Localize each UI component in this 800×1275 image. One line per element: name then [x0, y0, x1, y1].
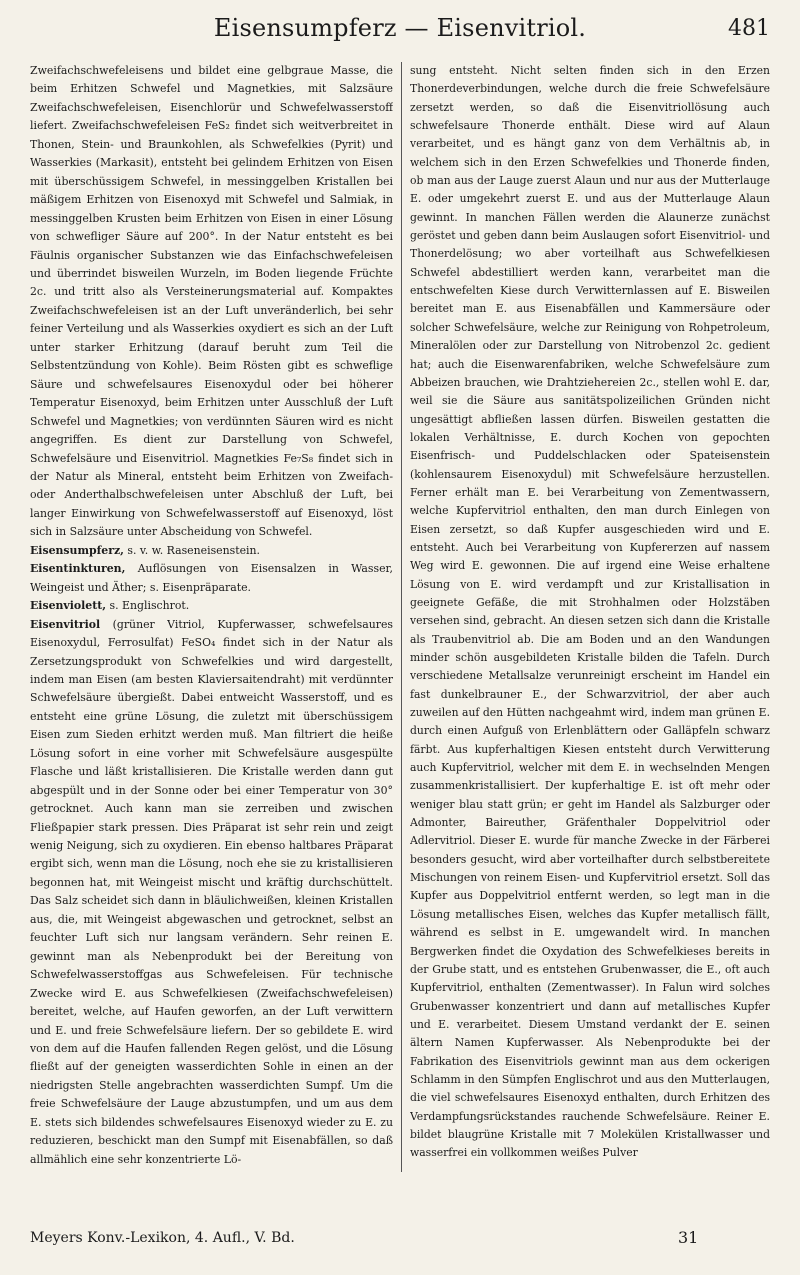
- right-column: [410, 62, 770, 1172]
- running-title: Eisensumpferz — Eisenvitriol.: [213, 14, 587, 42]
- entry-text: s. v. w. Raseneisenstein.: [123, 543, 260, 557]
- entry-paragraph: [30, 62, 393, 542]
- entry-text: (grüner Vitriol, Kupferwasser, schwefelsaures Eisenoxydul, Ferrosulfat) FeSO₄ findet sich in der Natur als Zersetzungsprodukt von Schwefelkies und wird dargestellt, indem man Eisen (am besten Klaviersaitendraht) mit verdünnter Schwefelsäure übergießt. Dabei entweicht Wasserstoff, und es entsteht eine grüne Lösung, die zuletzt mit überschüssigem Eisen zum Sieden erhitzt werden muß. Man filtriert die heiße Lösung sofort in eine vorher mit Schwefelsäure ausgespülte Flasche und läßt kristallisieren. Die Kristalle werden dann gut abgespült und in der Sonne oder bei einer Temperatur von 30° getrocknet. Auch kann man sie zerreiben und zwischen Fließpapier stark pressen. Dies Präparat ist sehr rein und zeigt wenig Neigung, sich zu oxydieren. Ein ebenso haltbares Präparat ergibt sich, wenn man die Lösung, noch ehe sie zu kristallisieren begonnen hat, mit Weingeist mischt und kräftig durchschüttelt. Das Salz scheidet sich dann in bläulichweißen, kleinen Kristallen aus, die, mit Weingeist abgewaschen und getrocknet, selbst an feuchter Luft sich nur langsam verändern. Sehr reinen E. gewinnt man als Nebenprodukt bei der Bereitung von Schwefelwasserstoffgas aus Schwefeleisen. Für technische Zwecke wird E. aus Schwefelkiesen (Zweifachschwefeleisen) bereitet, welche, auf Haufen geworfen, an der Luft verwittern und E. und freie Schwefelsäure liefern. Der so gebildete E. wird von dem auf die Haufen fallenden Regen gelöst, und die Lösung fließt auf der geneigten wasserdichten Sohle in einen an der niedrigsten Stelle angebrachten wasserdichten Sumpf. Um die freie Schwefelsäure der Lauge abzustumpfen, und um aus dem E. stets sich bildendes schwefelsaures Eisenoxyd wieder zu E. zu reduzieren, beschickt man den Sumpf mit Eisenabfällen, so daß allmählich eine sehr konzentrierte Lö-: [30, 617, 393, 1166]
- signature-mark: 31: [678, 1228, 699, 1247]
- left-column: [30, 62, 393, 1172]
- entry-paragraph: [30, 560, 393, 597]
- entry-text: s. Englischrot.: [106, 599, 190, 613]
- page-header: [30, 14, 770, 54]
- column-divider: [401, 62, 402, 1172]
- entry-text: sung entsteht. Nicht selten finden sich in den Erzen Thonerdeverbindungen, welche durch die freie Schwefelsäure zersetzt werden, so daß die Eisenvitriollösung auch schwefelsaure Thonerde enthält. Diese wird auf Alaun verarbeitet, und es hängt ganz von dem Verhältnis ab, in welchem sich in den Erzen Schwefelkies und Thonerde finden, ob man aus der Lauge zuerst Alaun und nur aus der Mutterlauge E. oder umgekehrt zuerst E. und aus der Mutterlauge Alaun gewinnt. In manchen Fällen werden die Alaunerze zunächst geröstet und geben dann beim Auslaugen sofort Eisenvitriol- und Thonerdelösung; wo aber vorteilhaft aus Schwefelkiesen Schwefel abdestilliert werden kann, verarbeitet man die entschwefelten Kiese durch Verwitternlassen auf E. Bisweilen bereitet man E. aus Eisenabfällen und Kammersäure oder solcher Schwefelsäure, welche zur Reinigung von Rohpetroleum, Mineralölen oder zur Darstellung von Nitrobenzol 2c. gedient hat; auch die Eisenwarenfabriken, welche Schwefelsäure zum Abbeizen brauchen, wie Drahtziehereien 2c., stellen wohl E. dar, weil sie die Säure aus sanitätspolizeilichen Gründen nicht ungesättigt abfließen lassen dürfen. Bisweilen gestatten die lokalen Verhältnisse, E. durch Kochen von gepochten Eisenfrisch- und Puddelschlacken oder Spateisenstein (kohlensaurem Eisenoxydul) mit Schwefelsäure herzustellen. Ferner erhält man E. bei Verarbeitung von Zementwassern, welche Kupfervitriol enthalten, den man durch Einlegen von Eisen zersetzt, so daß Kupfer ausgeschieden wird und E. entsteht. Auch bei Verarbeitung von Kupfererzen auf nassem Weg wird E. gewonnen. Die auf irgend eine Weise erhaltene Lösung von E. wird verdampft und zur Kristallisation in geeignete Gefäße, die mit Strohhalmen oder Holzstäben versehen sind, gebracht. An diesen setzen sich dann die Kristalle als Traubenvitriol ab. Die am Boden und an den Wandungen minder schön ausgebildeten Kristalle bilden die Tafeln. Durch verschiedene Metallsalze verunreinigt erscheint im Handel ein fast dunkelbrauner E., der Schwarzvitriol, der aber auch zuweilen auf den Hütten nachgeahmt wird, indem man grünen E. durch einen Aufguß von Erlenblättern oder Galläpfeln schwarz färbt. Aus kupferhaltigen Kiesen entsteht durch Verwitterung auch Kupfervitriol, welcher mit dem E. in wechselnden Mengen zusammenkristallisiert. Der kupferhaltige E. ist oft mehr oder weniger blau statt grün; er geht im Handel als Salzburger oder Admonter, Baireuther, Gräfenthaler Doppelvitriol oder Adlervitriol. Dieser E. wurde für manche Zwecke in der Färberei besonders gesucht, wird aber vorteilhafter durch selbstbereitete Mischungen von reinem Eisen- und Kupfervitriol ersetzt. Soll das Kupfer aus Doppelvitriol entfernt werden, so legt man in die Lösung metallisches Eisen, welches das Kupfer metallisch fällt, während es selbst in E. umgewandelt wird. In manchen Bergwerken findet die Oxydation des Schwefelkieses bereits in der Grube statt, und es entstehen Grubenwasser, die E., oft auch Kupfervitriol, enthalten (Zementwasser). In Falun wird solches Grubenwasser konzentriert und dann auf metallisches Kupfer und E. verarbeitet. Diesem Umstand verdankt der E. seinen ältern Namen Kupferwasser. Als Nebenprodukte bei der Fabrikation des Eisenvitriols gewinnt man aus dem ockerigen Schlamm in den Sümpfen Englischrot und aus den Mutterlaugen, die viel schwefelsaures Eisenoxyd enthalten, durch Erhitzen des Verdampfungsrückstandes rauchende Schwefelsäure. Reiner E. bildet blaugrüne Kristalle mit 7 Molekülen Kristallwasser und wasserfrei ein vollkommen weißes Pulver: [410, 64, 770, 1160]
- entry-text: Auflösungen von Eisensalzen in Wasser, Weingeist und Äther; s. Eisenpräparate.: [30, 562, 393, 594]
- entry-paragraph: [410, 62, 770, 1163]
- entry-paragraph: [30, 597, 393, 615]
- entry-headword: Eisenviolett,: [30, 599, 107, 613]
- entry-paragraph: [30, 616, 393, 1170]
- entry-headword: Eisensumpferz,: [30, 543, 124, 557]
- entry-paragraph: [30, 542, 393, 560]
- page-footer: [30, 1228, 770, 1252]
- entry-headword: Eisentinkturen,: [30, 562, 126, 576]
- entry-headword: Eisenvitriol: [30, 617, 101, 631]
- source-note: Meyers Konv.-Lexikon, 4. Aufl., V. Bd.: [30, 1230, 295, 1246]
- entry-text: Zweifachschwefeleisens und bildet eine gelbgraue Masse, die beim Erhitzen Schwefel und Magnetkies, mit Salzsäure Zweifachschwefeleisen, Eisenchlorür und Schwefelwasserstoff liefert. Zweifachschwefeleisen FeS₂ findet sich weitverbreitet in Thonen, Stein- und Braunkohlen, als Schwefelkies (Pyrit) und Wasserkies (Markasit), entsteht bei gelindem Erhitzen von Eisen mit überschüssigem Schwefel, in messinggelben Kristallen bei mäßigem Erhitzen von Eisenoxyd mit Schwefel und Salmiak, in messinggelben Krusten beim Erhitzen von Eisen in einer Lösung von schwefliger Säure auf 200°. In der Natur entsteht es bei Fäulnis organischer Substanzen wie das Einfachschwefeleisen und überrindet bisweilen Wurzeln, im Boden liegende Früchte 2c. und tritt also als Versteinerungsmaterial auf. Kompaktes Zweifachschwefeleisen ist an der Luft unveränderlich, bei sehr feiner Verteilung und als Wasserkies oxydiert es sich an der Luft unter starker Erhitzung (darauf beruht zum Teil die Selbstentzündung von Kohle). Beim Rösten gibt es schweflige Säure und schwefelsaures Eisenoxydul oder bei höherer Temperatur Eisenoxyd, beim Erhitzen unter Ausschluß der Luft Schwefel und Magnetkies; von verdünnten Säuren wird es nicht angegriffen. Es dient zur Darstellung von Schwefel, Schwefelsäure und Eisenvitriol. Magnetkies Fe₇S₈ findet sich in der Natur als Mineral, entsteht beim Erhitzen von Zweifach- oder Anderthalbschwefeleisen unter Abschluß der Luft, bei langer Einwirkung von Schwefelwasserstoff auf Eisenoxyd, löst sich in Salzsäure unter Abscheidung von Schwefel.: [30, 64, 393, 539]
- page-number: 481: [728, 16, 770, 41]
